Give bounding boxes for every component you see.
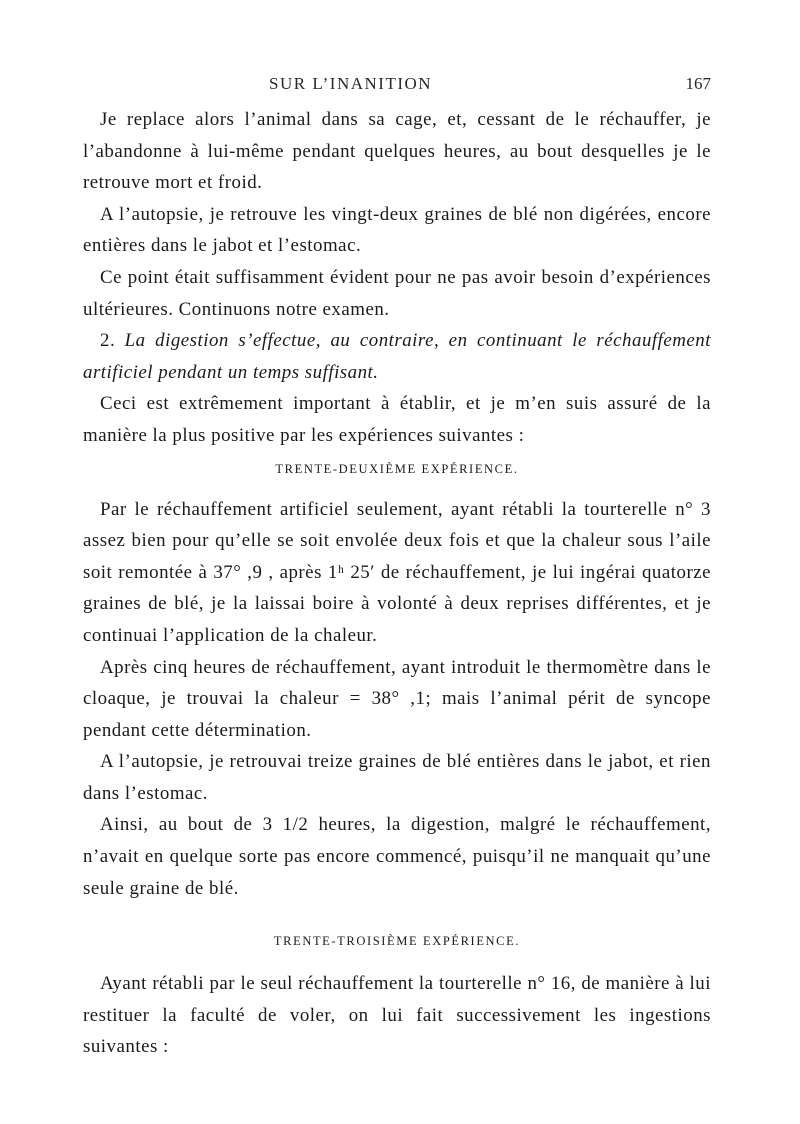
running-title: SUR L’INANITION — [269, 74, 433, 93]
section-heading: TRENTE-TROISIÈME EXPÉRIENCE. — [273, 934, 521, 949]
italic-proposition: La digestion s’effectue, au contraire, en continuant le réchauffement artificiel pendant un temps suffisant. — [83, 330, 711, 383]
paragraph: Ce point était suffisamment évident pour ne pas avoir besoin d’expériences ultérieures. Continuons notre examen. — [83, 266, 711, 320]
book-page — [83, 68, 711, 1063]
paragraph: Après cinq heures de réchauffement, ayant introduit le thermomètre dans le cloaque, je trouvai la chaleur = 38° ,1; mais l’animal périt de syncope pendant cette détermination. — [83, 656, 711, 741]
paragraph-number: 2. — [100, 330, 125, 352]
paragraph: A l’autopsie, je retrouvai treize graines de blé entières dans le jabot, et rien dans l’estomac. — [83, 751, 711, 804]
section-heading: TRENTE-DEUXIÈME EXPÉRIENCE. — [275, 461, 519, 476]
paragraph: A l’autopsie, je retrouve les vingt-deux graines de blé non digérées, encore entières dans le jabot et l’estomac. — [83, 203, 711, 257]
paragraph: Ceci est extrêmement important à établir, et je m’en suis assuré de la manière la plus positive par les expériences suivantes : — [83, 393, 711, 446]
paragraph: Je replace alors l’animal dans sa cage, et, cessant de le réchauffer, je l’abandonne à lui-même pendant quelques heures, au bout desquelles je le retrouve mort et froid. — [83, 109, 711, 194]
paragraph: Par le réchauffement artificiel seulement, ayant rétabli la tourterelle n° 3 assez bien pour qu’elle se soit envolée deux fois et que la chaleur sous l’aile soit remontée à 37° ,9 , après 1ʰ 25′ de réchauffement, je lui ingérai quatorze graines de blé, je la laissai boire à volonté à deux reprises différentes, et je continuai l’application de la chaleur. — [83, 498, 711, 646]
paragraph: Ainsi, au bout de 3 1/2 heures, la digestion, malgré le réchauffement, n’avait en quelque sorte pas encore commencé, puisqu’il ne manquait qu’une seule graine de blé. — [83, 814, 711, 899]
paragraph-numbered — [83, 325, 711, 388]
page-number: 167 — [685, 74, 711, 93]
paragraph: Ayant rétabli par le seul réchauffement la tourterelle n° 16, de manière à lui restituer la faculté de voler, on lui fait successivement les ingestions suivantes : — [83, 973, 711, 1058]
page-body — [83, 104, 711, 1063]
running-head — [83, 68, 711, 104]
